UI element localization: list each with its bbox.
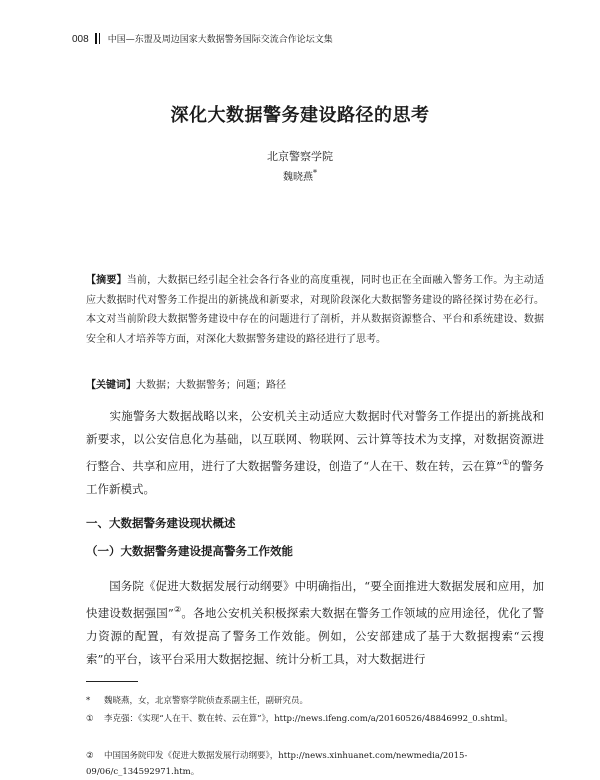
footnote-divider xyxy=(86,681,138,682)
intro-text: 实施警务大数据战略以来，公安机关主动适应大数据时代对警务工作提出的新挑战和新要求，以公安信息化为基础，以互联网、物联网、云计算等技术为支撑，对数据资源进行整合、共享和应用，进行了大数据警务建设，创造了“人在干、数在转，云在算” xyxy=(86,409,544,473)
author-text: 魏晓燕 xyxy=(283,172,313,183)
footnote-mark: ① xyxy=(86,714,94,724)
para2-text-b: 。各地公安机关积极探索大数据在警务工作领域的应用途径，优化了警力资源的配置，有效提高了警务工作效能。例如，公安部建成了基于大数据搜索“云搜索”的平台，该平台采用大数据挖掘、统计分析工具，对大数据进行 xyxy=(86,605,545,666)
subsection-heading: （一）大数据警务建设提高警务工作效能 xyxy=(86,544,293,558)
keywords-text: 大数据；大数据警务；问题；路径 xyxy=(136,380,286,391)
running-header xyxy=(72,32,333,45)
article-title: 深化大数据警务建设路径的思考 xyxy=(170,105,430,126)
footnote xyxy=(86,711,544,727)
footnote-ref-1: ① xyxy=(502,458,510,467)
footnote-mark: ② xyxy=(86,751,94,761)
header-rule-thin xyxy=(99,33,100,44)
abstract-text: 当前，大数据已经引起全社会各行各业的高度重视，同时也正在全面融入警务工作。为主动适应大数据时代对警务工作提出的新挑战和新要求，对现阶段深化大数据警务建设的路径探讨势在必行。本文对当前阶段大数据警务建设中存在的问题进行了剖析，并从数据资源整合、平台和系统建设、数据安全和人才培养等方面，对深化大数据警务建设的路径进行了思考。 xyxy=(86,275,545,345)
abstract xyxy=(86,271,544,349)
footnote-text: 中国国务院印发《促进大数据发展行动纲要》，http://news.xinhuanet.com/newmedia/2015-09/06/c_134592971.htm。 xyxy=(86,751,468,777)
header-rule xyxy=(95,33,97,44)
intro-paragraph xyxy=(86,405,544,501)
author-affiliation: 北京警察学院 xyxy=(267,150,333,163)
running-title: 中国—东盟及周边国家大数据警务国际交流合作论坛文集 xyxy=(107,35,333,45)
author-footnote-mark: * xyxy=(313,168,317,178)
footnote-text: 李克强：《实现“人在干、数在转、云在算”》，http://news.ifeng.com/a/20160526/48846992_0.shtml。 xyxy=(104,714,513,724)
page-number: 008 xyxy=(72,34,89,45)
author-name xyxy=(0,168,600,183)
body-paragraph xyxy=(86,575,544,671)
footnote xyxy=(86,693,544,709)
section-heading: 一、大数据警务建设现状概述 xyxy=(86,516,236,530)
footnote-ref-2: ② xyxy=(173,605,182,614)
intro-tail: 的警务工作新模式。 xyxy=(86,458,545,496)
footnote-mark: * xyxy=(86,696,91,706)
footnote xyxy=(86,748,544,780)
abstract-label: 【摘要】 xyxy=(86,275,127,286)
para2-text-a: 国务院《促进大数据发展行动纲要》中明确指出，“要全面推进大数据发展和应用，加快建设数据强国” xyxy=(86,579,545,620)
footnote-text: 魏晓燕，女，北京警察学院侦查系副主任，副研究员。 xyxy=(104,696,309,706)
keywords-label: 【关键词】 xyxy=(86,380,136,391)
keywords xyxy=(86,376,544,391)
